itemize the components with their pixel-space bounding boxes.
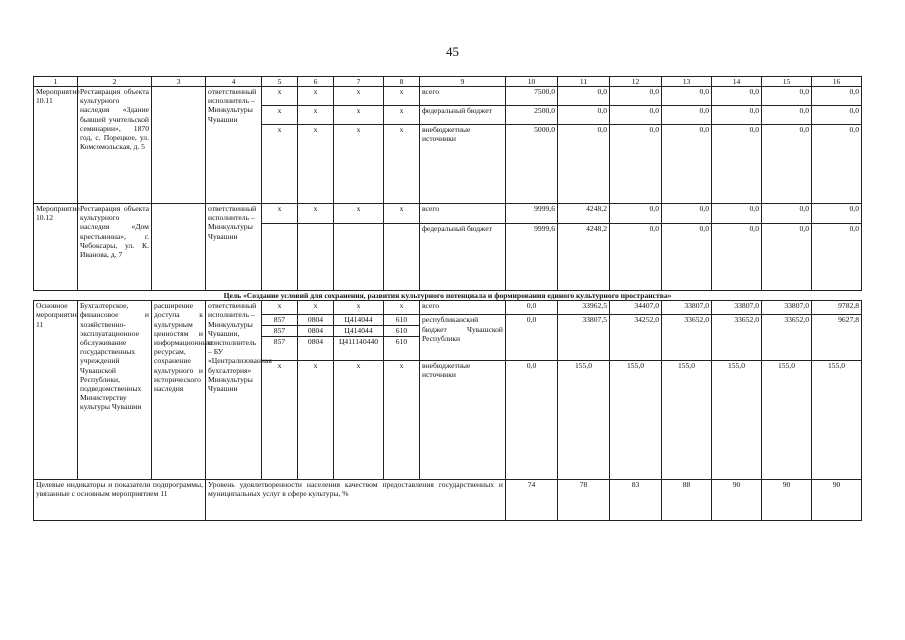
code-cell: x: [262, 106, 298, 125]
value-cell: 0,0: [762, 106, 812, 125]
value-cell: 0,0: [506, 361, 558, 480]
code-cell: x: [334, 106, 384, 125]
indicator-text: Уровень удовлетворенности населения качеством предоставления государственных и муниципальных услуг в сфере культуры, %: [206, 480, 506, 521]
value-cell: 0,0: [712, 224, 762, 291]
value-cell: 0,0: [610, 224, 662, 291]
value-cell: 0,0: [610, 87, 662, 106]
code-cell: x: [262, 361, 298, 480]
code-cell: x: [384, 87, 420, 106]
code-line: 857: [273, 337, 286, 347]
value-cell: 0,0: [812, 125, 862, 204]
value-cell: 33807,0: [762, 301, 812, 315]
value-cell: 0,0: [762, 125, 812, 204]
value-cell: 0,0: [762, 204, 812, 224]
col-header: 6: [298, 77, 334, 87]
main-activity-responsible: ответственный исполнитель – Минкультуры Чувашии, соисполнитель – БУ «Централизованная бухгалтерия» Минкультуры Чувашии: [206, 301, 262, 480]
value-cell: 0,0: [712, 106, 762, 125]
code-cell: [334, 224, 384, 291]
value-cell: 33807,0: [662, 301, 712, 315]
code-cell: x: [298, 301, 334, 315]
code-line: Ц414044: [334, 315, 383, 326]
funding-source: всего: [420, 301, 506, 315]
code-cell: x: [384, 106, 420, 125]
col-header: 1: [34, 77, 78, 87]
funding-source: внебюджетные источники: [420, 361, 506, 480]
code-cell: x: [298, 87, 334, 106]
col-header: 8: [384, 77, 420, 87]
code-cell: [262, 315, 298, 361]
value-cell: 34407,0: [610, 301, 662, 315]
col-header: 4: [206, 77, 262, 87]
table-row: [34, 87, 862, 106]
value-cell: 0,0: [662, 106, 712, 125]
value-cell: 0,0: [662, 87, 712, 106]
value-cell: 155,0: [558, 361, 610, 480]
value-cell: 155,0: [610, 361, 662, 480]
value-cell: 0,0: [558, 87, 610, 106]
code-line: Ц414044: [334, 326, 383, 337]
activity-description: Реставрация объекта культурного наследия «Дом крестьянина», г. Чебоксары, ул. К. Иванова, д. 7: [78, 204, 152, 291]
activity-goal-cell: [152, 204, 206, 291]
code-line: 0804: [298, 326, 333, 337]
main-activity-name: Основное мероприятие 11: [34, 301, 78, 480]
col-header: 16: [812, 77, 862, 87]
activity-responsible: ответственный исполнитель – Минкультуры Чувашии: [206, 87, 262, 204]
value-cell: 0,0: [712, 204, 762, 224]
code-cell: x: [384, 361, 420, 480]
value-cell: 0,0: [610, 106, 662, 125]
indicator-row: [34, 480, 862, 521]
value-cell: 34252,0: [610, 315, 662, 361]
code-cell: x: [334, 204, 384, 224]
value-cell: 0,0: [762, 87, 812, 106]
code-cell: [384, 315, 420, 361]
value-cell: 0,0: [812, 224, 862, 291]
goal-heading: Цель «Создание условий для сохранения, развития культурного потенциала и формирования единого культурного пространства»: [34, 291, 862, 301]
value-cell: 9627,8: [812, 315, 862, 361]
col-header: 9: [420, 77, 506, 87]
value-cell: 0,0: [812, 204, 862, 224]
value-cell: 0,0: [506, 301, 558, 315]
col-header: 5: [262, 77, 298, 87]
activity-description: Реставрация объекта культурного наследия «Здание бывшей учительской семинарии», 1870 год, с. Порецкое, ул. Комсомольская, д. 5: [78, 87, 152, 204]
code-cell: x: [262, 204, 298, 224]
code-line: 0804: [298, 315, 333, 326]
value-cell: 7500,0: [506, 87, 558, 106]
indicator-value: 88: [662, 480, 712, 521]
value-cell: 0,0: [812, 106, 862, 125]
code-cell: x: [262, 87, 298, 106]
table-row: [34, 204, 862, 224]
value-cell: 4248,2: [558, 204, 610, 224]
col-header: 2: [78, 77, 152, 87]
indicator-label: Целевые индикаторы и показатели подпрограммы, увязанные с основным мероприятием 11: [34, 480, 206, 521]
col-header: 12: [610, 77, 662, 87]
funding-source: республиканский бюджет Чувашской Республики: [420, 315, 506, 361]
code-cell: [334, 315, 384, 361]
code-cell: x: [384, 125, 420, 204]
code-cell: x: [298, 106, 334, 125]
col-header: 14: [712, 77, 762, 87]
code-cell: [298, 224, 334, 291]
col-header: 7: [334, 77, 384, 87]
code-cell: x: [334, 361, 384, 480]
value-cell: 33652,0: [712, 315, 762, 361]
code-line: Ц411140440: [338, 337, 379, 347]
col-header: 15: [762, 77, 812, 87]
activity-goal-cell: [152, 87, 206, 204]
code-cell: [384, 224, 420, 291]
goal-row: [34, 291, 862, 301]
code-cell: x: [334, 301, 384, 315]
indicator-value: 83: [610, 480, 662, 521]
code-line: 857: [262, 315, 297, 326]
value-cell: 0,0: [712, 87, 762, 106]
value-cell: 2500,0: [506, 106, 558, 125]
indicator-value: 74: [506, 480, 558, 521]
value-cell: 0,0: [506, 315, 558, 361]
indicator-value: 90: [812, 480, 862, 521]
value-cell: 9999,6: [506, 224, 558, 291]
funding-source: всего: [420, 204, 506, 224]
header-row: [34, 77, 862, 87]
code-cell: x: [334, 125, 384, 204]
code-cell: x: [298, 361, 334, 480]
value-cell: 0,0: [662, 125, 712, 204]
value-cell: 0,0: [662, 224, 712, 291]
table-row: [34, 301, 862, 315]
funding-source: всего: [420, 87, 506, 106]
code-cell: x: [334, 87, 384, 106]
indicator-value: 90: [762, 480, 812, 521]
code-cell: x: [298, 204, 334, 224]
value-cell: 0,0: [712, 125, 762, 204]
col-header: 10: [506, 77, 558, 87]
activity-name: Мероприятие 10.12: [34, 204, 78, 291]
value-cell: 0,0: [812, 87, 862, 106]
code-cell: x: [298, 125, 334, 204]
value-cell: 9999,6: [506, 204, 558, 224]
value-cell: 155,0: [762, 361, 812, 480]
value-cell: 33652,0: [762, 315, 812, 361]
value-cell: 33807,0: [712, 301, 762, 315]
value-cell: 5000,0: [506, 125, 558, 204]
value-cell: 0,0: [762, 224, 812, 291]
col-header: 11: [558, 77, 610, 87]
value-cell: 33962,5: [558, 301, 610, 315]
value-cell: 0,0: [558, 106, 610, 125]
value-cell: 4248,2: [558, 224, 610, 291]
code-cell: x: [384, 301, 420, 315]
code-line: 610: [384, 315, 419, 326]
code-line: 610: [384, 326, 419, 337]
funding-source: федеральный бюджет: [420, 224, 506, 291]
indicator-value: 90: [712, 480, 762, 521]
code-line: 0804: [307, 337, 324, 347]
main-activity-description: Бухгалтерское, финансовое и хозяйственно-эксплуатационное обслуживание государственных учреждений Чувашской Республики, подведомственных Министерству культуры Чувашии: [78, 301, 152, 480]
value-cell: 0,0: [610, 204, 662, 224]
col-header: 13: [662, 77, 712, 87]
value-cell: 9782,8: [812, 301, 862, 315]
value-cell: 0,0: [558, 125, 610, 204]
code-line: 857: [262, 326, 297, 337]
funding-source: федеральный бюджет: [420, 106, 506, 125]
value-cell: 155,0: [662, 361, 712, 480]
main-activity-goal: расширение доступа к культурным ценностям и информационным ресурсам, сохранение культурного и исторического наследия: [152, 301, 206, 480]
code-cell: x: [262, 125, 298, 204]
code-line: 610: [395, 337, 408, 347]
value-cell: 33807,5: [558, 315, 610, 361]
activity-responsible: ответственный исполнитель – Минкультуры Чувашии: [206, 204, 262, 291]
code-cell: x: [384, 204, 420, 224]
value-cell: 0,0: [610, 125, 662, 204]
code-cell: [262, 224, 298, 291]
value-cell: 0,0: [662, 204, 712, 224]
code-cell: x: [262, 301, 298, 315]
value-cell: 33652,0: [662, 315, 712, 361]
indicator-value: 78: [558, 480, 610, 521]
page-number: 45: [446, 44, 459, 59]
funding-source: внебюджетные источники: [420, 125, 506, 204]
code-cell: [298, 315, 334, 361]
value-cell: 155,0: [712, 361, 762, 480]
value-cell: 155,0: [812, 361, 862, 480]
col-header: 3: [152, 77, 206, 87]
budget-table: [33, 76, 862, 521]
activity-name: Мероприятие 10.11: [34, 87, 78, 204]
